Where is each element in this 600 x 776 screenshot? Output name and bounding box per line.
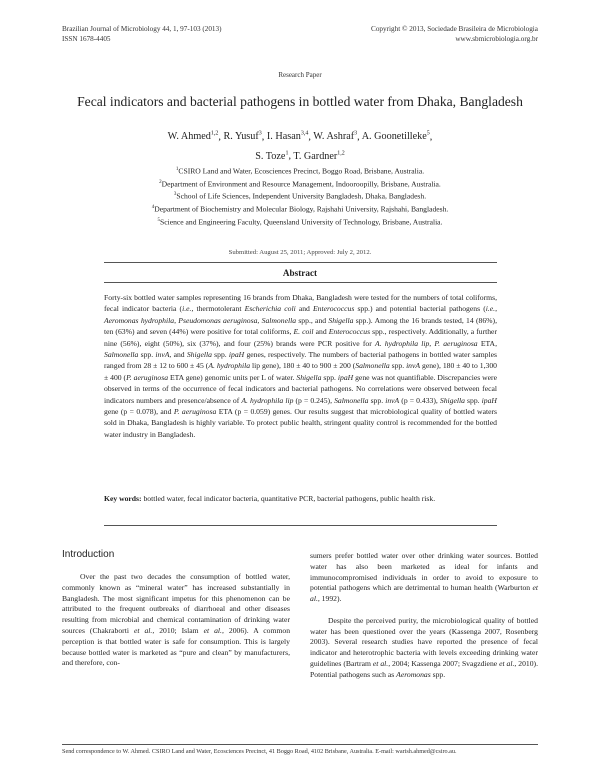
author: A. Goonetilleke$^5$ — [361, 131, 430, 143]
keywords-text: bottled water, fecal indicator bacteria, quantitative PCR, bacterial pathogens, public health risk. — [143, 494, 436, 503]
author: I. Hasan$^{3,4}$ — [266, 131, 309, 143]
journal-line: Brazilian Journal of Microbiology 44, 1, 97-103 (2013) — [62, 25, 222, 33]
intro-paragraph: sumers prefer bottled water over other drinking water sources. Bottled water has also been marketed as ideal for infants and immunocompromised individuals in order to avoid to exposure to potential pathogens which are detrimental to human health (Warburton et al., 1992). — [310, 551, 538, 604]
issn-line: ISSN 1678-4405 — [62, 34, 111, 43]
submission-dates: Submitted: August 25, 2011; Approved: July 2, 2012. — [228, 249, 372, 256]
copyright-line: Copyright © 2013, Sociedade Brasileira de Microbiologia — [371, 25, 538, 33]
intro-left-column — [62, 572, 290, 669]
intro-paragraph: Despite the perceived purity, the microbiological quality of bottled water has been questioned over the years (Kassenga 2007, Rosenberg 2003). Several research studies have reported the presence of fecal indicator and heterotrophic bacteria with levels exceeding drinking water guidelines (Bartram et al., 2004; Kassenga 2007; Svagzdiene et al., 2010). Potential pathogens such as Aeromonas spp. — [310, 615, 539, 679]
author: T. Gardner$^{1,2}$ — [293, 150, 345, 162]
author: S. Toze$^1$ — [255, 150, 289, 162]
author: W. Ahmed$^{1,2}$ — [167, 131, 219, 143]
article-type: Research Paper — [278, 71, 322, 79]
author-list: W. Ahmed$^{1,2}$, R. Yusuf$^3$, I. Hasan$^{3,4}$, W. Ashraf$^3$, A. Goonetilleke$^5$, S. Toze$^1$, T. Gardner$^{1,2}$ — [167, 131, 433, 162]
affiliation: $^5$Science and Engineering Faculty, Queensland University of Technology, Brisbane, Australia. — [157, 217, 443, 227]
intro-right-column — [310, 551, 538, 681]
abstract-top-rule — [104, 262, 497, 263]
affiliation-list — [90, 164, 510, 228]
section-heading-introduction: Introduction — [62, 549, 115, 560]
copyright-block — [371, 25, 538, 44]
abstract-heading-rule — [104, 282, 497, 283]
footnote-rule — [62, 744, 538, 745]
affiliation: $^4$Department of Biochemistry and Molecular Biology, Rajshahi University, Rajshahi, Bangladesh. — [151, 204, 449, 214]
affiliation: $^3$School of Life Sciences, Independent University Bangladesh, Dhaka, Bangladesh. — [173, 192, 427, 201]
society-url[interactable]: www.sbmicrobiologia.org.br — [455, 34, 538, 43]
paper-title: Fecal indicators and bacterial pathogens in bottled water from Dhaka, Bangladesh — [77, 94, 523, 109]
intro-paragraph: Over the past two decades the consumption of bottled water, commonly known as “mineral water” has increased substantially in Bangladesh. The most significant impetus for this phenomenon can be attributed to the frequent outbreaks of diarrhoeal and other diseases resulting from microbial and chemical contamination of drinking water sources (Chakraborti et al., 2010; Islam et al., 2006). A common perception is that bottled water is safe for consumption. This is largely because bottled water is marketed as “pure and clean” by manufacturers, and therefore, con- — [62, 572, 291, 668]
journal-citation — [62, 25, 222, 44]
affiliation: $^1$CSIRO Land and Water, Ecosciences Precinct, Boggo Road, Brisbane, Australia. — [175, 166, 425, 176]
author: R. Yusuf$^3$ — [223, 131, 262, 143]
abstract-bottom-rule — [104, 525, 497, 526]
abstract-text: Forty-six bottled water samples representing 16 brands from Dhaka, Bangladesh were tested for the numbers of total coliforms, fecal indicator bacteria (i.e., thermotolerant Escherichia coli and Enterococcus spp.) and potential bacterial pathogens (i.e., Aeromonas hydrophila, Pseudomonas aeruginosa, Salmonella spp., and Shigella spp.). Among the 16 brands tested, 14 (86%), ten (63%) and seven (44%) were positive for total coliforms, E. coil and Enterococcus spp., respectively. Additionally, a further nine (56%), eight (50%), six (37%), and four (25%) brands were PCR positive for A. hydrophila lip, P. aeruginosa ETA, Salmonella spp. invA, and Shigella spp. ipaH genes, respectively. The numbers of bacterial pathogens in bottled water samples ranged from 28 ± 12 to 600 ± 45 (A. hydrophila lip gene), 180 ± 40 to 900 ± 200 (Salmonella spp. invA gene), 180 ± 40 to 1,300 ± 400 (P. aeruginosa ETA gene) genomic units per L of water. Shigella spp. ipaH gene was not quantifiable. Discrepancies were observed in terms of the occurrence of fecal indicators and bacterial pathogens. No correlations were observed between fecal indicators numbers and presence/absence of A. hydrophila lip (p = 0.245), Salmonella spp. invA (p = 0.433), Shigella spp. ipaH gene (p = 0.078), and P. aeruginosa ETA (p = 0.059) genes. Our results suggest that microbiological quality of bottled waters sold in Dhaka, Bangladesh is highly variable. To protect public health, stringent quality control is recommended for the bottled water industry in Bangladesh. — [104, 293, 498, 439]
abstract-heading: Abstract — [282, 268, 318, 278]
author: W. Ashraf$^3$ — [313, 131, 358, 143]
keywords-label: Key words: — [104, 494, 142, 503]
keywords — [104, 493, 497, 504]
correspondence-footnote: Send correspondence to W. Ahmed. CSIRO Land and Water, Ecosciences Precinct, 41 Boggo Road, 4102 Brisbane, Australia. E-mail: warish.ahmed@csiro.au. — [62, 748, 457, 755]
affiliation: $^2$Department of Environment and Resource Management, Indooroopilly, Brisbane, Australia. — [159, 179, 441, 189]
